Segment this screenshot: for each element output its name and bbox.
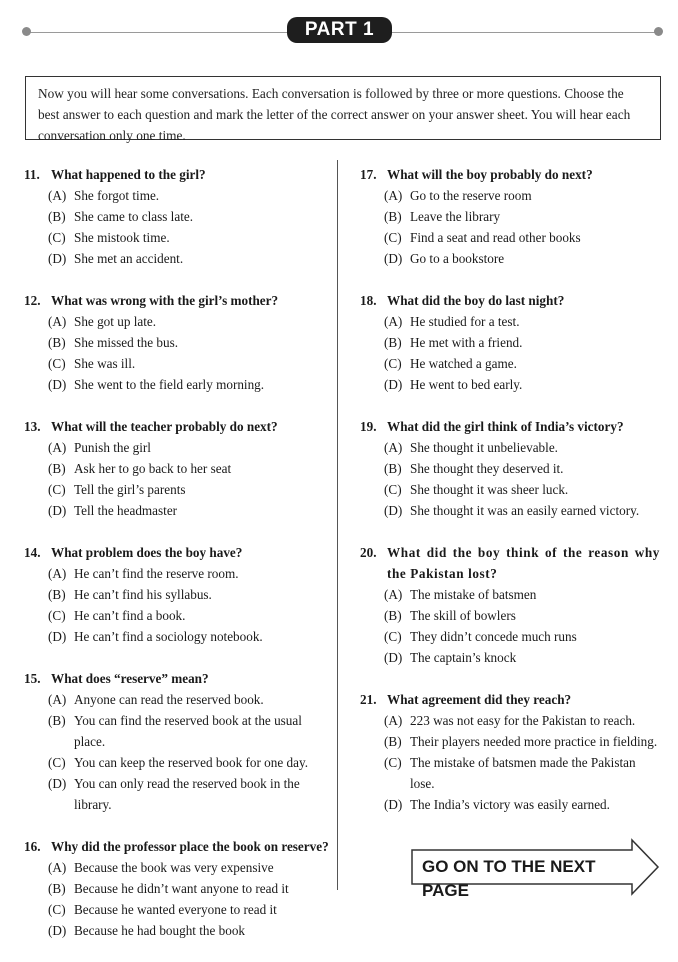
option-letter: (A) [384,314,403,329]
option-letter: (D) [384,650,403,665]
answer-option [48,752,329,773]
option-letter: (C) [384,755,402,770]
option-letter: (B) [48,587,66,602]
answer-option [48,878,329,899]
answer-option [384,731,660,752]
option-letter: (C) [384,482,402,497]
question-number: 15. [24,671,41,686]
option-text: Tell the girl’s parents [74,482,186,497]
answer-option [48,479,329,500]
question-text: What did the boy think of the reason why the Pakistan lost? [387,545,660,581]
option-text: He studied for a test. [410,314,520,329]
option-letter: (A) [48,314,67,329]
option-text: Their players needed more practice in fielding. [410,734,658,749]
answer-option [384,794,660,815]
question-text: What did the girl think of India’s victory? [387,419,624,434]
question-15 [24,668,329,815]
option-letter: (C) [48,755,66,770]
option-text: He can’t find a sociology notebook. [74,629,263,644]
answer-option [48,311,329,332]
option-text: She got up late. [74,314,157,329]
answer-option [48,920,329,941]
answer-option [48,773,329,815]
header-rule-right-dot [654,27,663,36]
question-text: What will the teacher probably do next? [51,419,278,434]
option-text: She was ill. [74,356,136,371]
option-text: You can find the reserved book at the usual place. [74,713,302,749]
option-letter: (B) [384,734,402,749]
option-text: He can’t find the reserve room. [74,566,239,581]
question-12 [24,290,329,395]
header-rule-left-dot [22,27,31,36]
question-number: 21. [360,692,377,707]
option-text: Go to the reserve room [410,188,532,203]
answer-option [48,689,329,710]
answer-option [384,227,660,248]
answer-option [48,605,329,626]
option-text: He met with a friend. [410,335,523,350]
next-page-label: GO ON TO THE NEXT PAGE [422,857,596,900]
question-text: What did the boy do last night? [387,293,565,308]
option-text: Anyone can read the reserved book. [74,692,264,707]
answer-option [48,374,329,395]
option-text: She went to the field early morning. [74,377,265,392]
option-letter: (D) [384,377,403,392]
option-text: She met an accident. [74,251,184,266]
option-text: She thought it was an easily earned victory. [410,503,640,518]
right-question-column [360,164,660,836]
option-letter: (A) [384,587,403,602]
question-number: 18. [360,293,377,308]
question-19 [360,416,660,521]
question-number: 17. [360,167,377,182]
answer-option [384,752,660,794]
question-text: What agreement did they reach? [387,692,572,707]
question-text: What was wrong with the girl’s mother? [51,293,279,308]
answer-option [48,227,329,248]
question-18 [360,290,660,395]
option-letter: (A) [384,713,403,728]
answer-option [48,185,329,206]
answer-option [48,710,329,752]
question-17 [360,164,660,269]
instructions-box: Now you will hear some conversations. Each conversation is followed by three or more questions. Choose the best answer to each question and mark the letter of the correct answer on your answer sheet. You will hear each conversation only one time. [25,76,661,140]
option-letter: (C) [48,902,66,917]
option-letter: (A) [384,188,403,203]
question-number: 13. [24,419,41,434]
answer-option [384,437,660,458]
option-letter: (D) [384,251,403,266]
answer-option [384,584,660,605]
option-letter: (C) [384,629,402,644]
option-text: Leave the library [410,209,501,224]
option-text: Go to a bookstore [410,251,505,266]
column-divider [337,160,338,890]
option-text: The skill of bowlers [410,608,516,623]
option-letter: (A) [48,692,67,707]
option-text: Because he had bought the book [74,923,246,938]
option-text: Ask her to go back to her seat [74,461,232,476]
option-letter: (A) [384,440,403,455]
option-letter: (D) [384,503,403,518]
option-letter: (A) [48,566,67,581]
question-text: What does “reserve” mean? [51,671,209,686]
option-text: She missed the bus. [74,335,179,350]
answer-option [384,206,660,227]
question-20 [360,542,660,668]
option-letter: (B) [48,209,66,224]
question-text: What problem does the boy have? [51,545,243,560]
option-letter: (A) [48,440,67,455]
option-letter: (B) [384,608,402,623]
question-text: What happened to the girl? [51,167,206,182]
option-letter: (C) [48,230,66,245]
option-text: She mistook time. [74,230,170,245]
option-letter: (A) [48,860,67,875]
answer-option [384,248,660,269]
answer-option [384,605,660,626]
option-letter: (C) [48,482,66,497]
option-text: She came to class late. [74,209,194,224]
option-letter: (D) [48,251,67,266]
option-text: He can’t find his syllabus. [74,587,212,602]
answer-option [48,563,329,584]
answer-option [48,458,329,479]
answer-option [384,626,660,647]
option-text: The mistake of batsmen made the Pakistan lose. [410,755,636,791]
part-badge: PART 1 [287,17,392,43]
option-text: She thought it unbelievable. [410,440,558,455]
question-13 [24,416,329,521]
answer-option [48,248,329,269]
option-letter: (B) [384,335,402,350]
option-text: She forgot time. [74,188,160,203]
question-number: 12. [24,293,41,308]
option-letter: (D) [48,629,67,644]
option-letter: (B) [48,713,66,728]
option-letter: (B) [48,881,66,896]
answer-option [384,458,660,479]
question-14 [24,542,329,647]
option-text: Because he didn’t want anyone to read it [74,881,289,896]
answer-option [48,584,329,605]
option-text: They didn’t concede much runs [410,629,577,644]
left-question-column [24,164,329,962]
option-text: Find a seat and read other books [410,230,581,245]
option-letter: (B) [48,335,66,350]
option-letter: (D) [48,377,67,392]
option-text: You can only read the reserved book in the library. [74,776,300,812]
option-letter: (B) [384,461,402,476]
answer-option [48,206,329,227]
option-letter: (C) [48,356,66,371]
answer-option [384,311,660,332]
option-text: Punish the girl [74,440,151,455]
answer-option [48,626,329,647]
answer-option [384,647,660,668]
question-16 [24,836,329,941]
answer-option [384,185,660,206]
answer-option [384,332,660,353]
option-text: The India’s victory was easily earned. [410,797,610,812]
option-letter: (D) [384,797,403,812]
option-text: She thought they deserved it. [410,461,564,476]
answer-option [384,710,660,731]
question-number: 14. [24,545,41,560]
option-text: He watched a game. [410,356,517,371]
option-letter: (D) [48,776,67,791]
option-text: The captain’s knock [410,650,517,665]
option-letter: (C) [384,230,402,245]
option-text: He can’t find a book. [74,608,186,623]
option-text: You can keep the reserved book for one day. [74,755,309,770]
answer-option [48,332,329,353]
answer-option [48,500,329,521]
option-text: He went to bed early. [410,377,523,392]
option-text: She thought it was sheer luck. [410,482,569,497]
question-21 [360,689,660,815]
option-text: Tell the headmaster [74,503,178,518]
option-letter: (B) [48,461,66,476]
answer-option [48,353,329,374]
answer-option [48,857,329,878]
option-letter: (D) [48,503,67,518]
answer-option [384,479,660,500]
option-letter: (B) [384,209,402,224]
question-11 [24,164,329,269]
option-text: 223 was not easy for the Pakistan to reach. [410,713,636,728]
answer-option [384,353,660,374]
option-text: Because he wanted everyone to read it [74,902,277,917]
question-number: 19. [360,419,377,434]
answer-option [48,437,329,458]
option-letter: (D) [48,923,67,938]
question-text: Why did the professor place the book on reserve? [51,839,329,854]
option-letter: (C) [384,356,402,371]
answer-option [48,899,329,920]
answer-option [384,500,660,521]
answer-option [384,374,660,395]
option-text: Because the book was very expensive [74,860,274,875]
question-text: What will the boy probably do next? [387,167,593,182]
question-number: 11. [24,167,40,182]
option-text: The mistake of batsmen [410,587,537,602]
question-number: 16. [24,839,41,854]
question-number: 20. [360,545,377,560]
option-letter: (A) [48,188,67,203]
option-letter: (C) [48,608,66,623]
